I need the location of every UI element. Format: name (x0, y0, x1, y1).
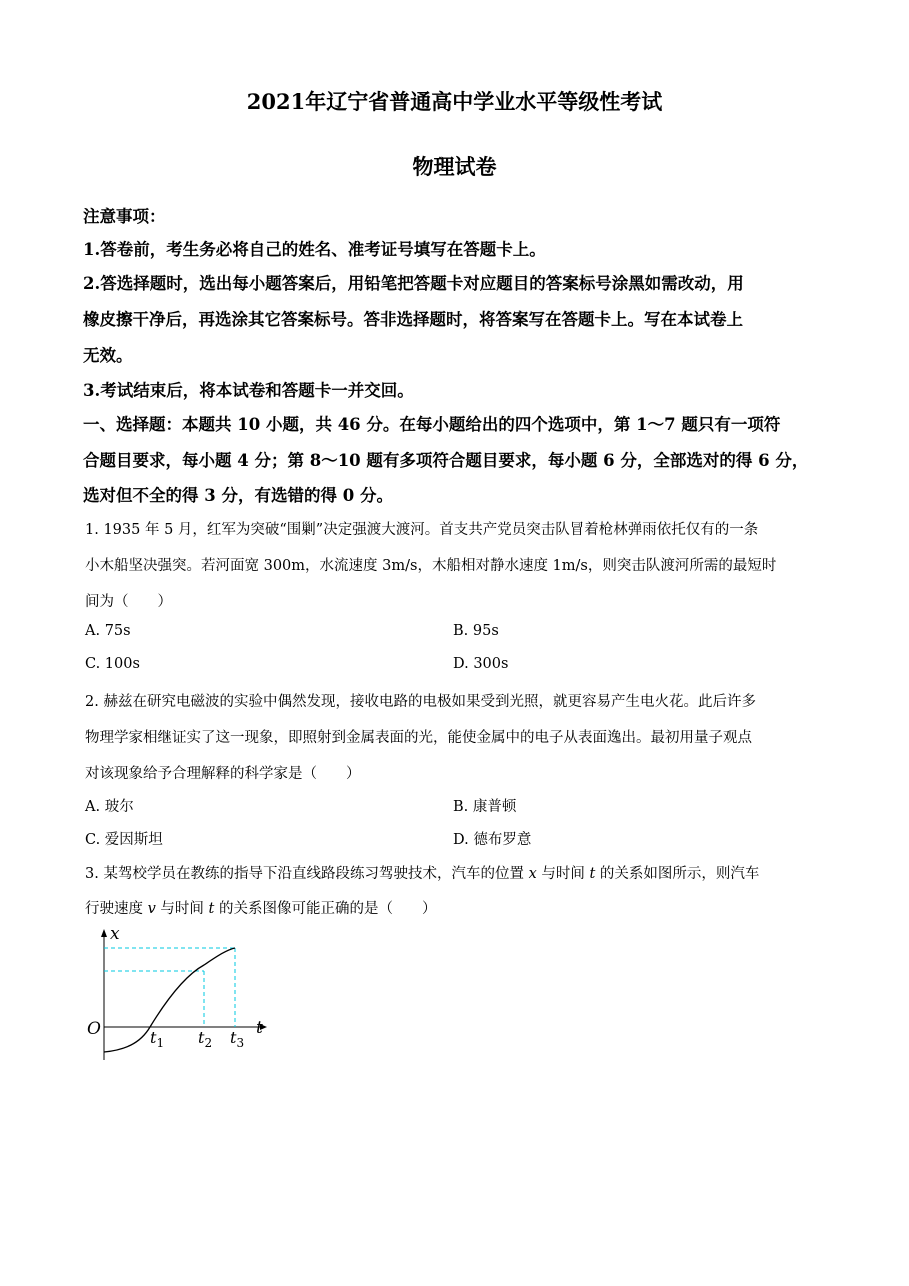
q3-line-1-text-a: 3. 某驾校学员在教练的指导下沿直线路段练习驾驶技术，汽车的位置 (85, 866, 529, 882)
graph-origin-label: O (87, 1019, 101, 1039)
q3-line-1 (85, 862, 759, 883)
q1-option-b: B. 95s (453, 623, 499, 639)
q1-line-1: 1. 1935 年 5 月，红军为突破“围剿”决定强渡大渡河。首支共产党员突击队冒着枪林弹雨依托仅有的一条 (85, 522, 759, 538)
q3-line-2 (85, 897, 436, 918)
graph-t1-main: t (150, 1028, 157, 1047)
q1-line-3: 间为（ ） (85, 594, 172, 610)
q3-symbol-v: v (147, 901, 156, 917)
q3-line-1-text-c: 的关系如图所示，则汽车 (595, 866, 760, 882)
q2-option-c: C. 爱因斯坦 (85, 832, 163, 848)
page-title: 2021年辽宁省普通高中学业水平等级性考试 (246, 89, 663, 114)
section-1-line-2: 合题目要求，每小题 4 分；第 8～10 题有多项符合题目要求，每小题 6 分，全部选对的得 6 分， (83, 451, 809, 470)
q2-line-3: 对该现象给予合理解释的科学家是（ ） (85, 766, 361, 782)
q3-symbol-x: x (528, 866, 537, 882)
q3-line-2-text-b: 与时间 (155, 901, 209, 917)
notice-item-2-line-1: 2.答选择题时，选出每小题答案后，用铅笔把答题卡对应题目的答案标号涂黑如需改动，用 (83, 274, 744, 293)
graph-t3-main: t (230, 1028, 237, 1047)
q1-line-2: 小木船坚决强突。若河面宽 300m，水流速度 3m/s，木船相对静水速度 1m/s，则突击队渡河所需的最短时 (85, 558, 777, 574)
graph-t2-sub: 2 (204, 1036, 213, 1050)
graph-t1-sub: 1 (156, 1036, 165, 1050)
graph-y-axis-arrow (101, 929, 107, 937)
notice-item-2-line-2: 橡皮擦干净后，再选涂其它答案标号。答非选择题时，将答案写在答题卡上。写在本试卷上 (83, 310, 743, 329)
q1-option-a: A. 75s (85, 623, 131, 639)
notice-item-2-line-3: 无效。 (83, 346, 133, 365)
q2-option-a: A. 玻尔 (85, 799, 134, 815)
q1-option-c: C. 100s (85, 656, 140, 672)
q3-line-2-text-c: 的关系图像可能正确的是（ ） (214, 901, 437, 917)
graph-x-axis-label: t (256, 1018, 263, 1038)
graph-t2-main: t (198, 1028, 205, 1047)
q2-line-2: 物理学家相继证实了这一现象，即照射到金属表面的光，能使金属中的电子从表面逸出。最初用量子观点 (85, 730, 752, 746)
section-1-line-1: 一、选择题：本题共 10 小题，共 46 分。在每小题给出的四个选项中，第 1～7 题只有一项符 (83, 415, 781, 434)
page-subtitle: 物理试卷 (412, 154, 497, 179)
graph-t1-label (150, 1028, 164, 1050)
q1-option-d: D. 300s (453, 656, 509, 672)
q3-symbol-t: t (589, 866, 596, 882)
graph-t2-label (198, 1028, 212, 1050)
q3-line-1-text-b: 与时间 (536, 866, 590, 882)
section-1-line-3: 选对但不全的得 3 分，有选错的得 0 分。 (83, 486, 393, 505)
graph-t3-label (230, 1028, 244, 1050)
notice-item-1: 1.答卷前，考生务必将自己的姓名、准考证号填写在答题卡上。 (83, 240, 546, 259)
q2-option-d: D. 德布罗意 (453, 832, 532, 848)
graph-t3-sub: 3 (236, 1036, 245, 1050)
q3-line-2-text-a: 行驶速度 (85, 901, 148, 917)
graph-curve (104, 948, 235, 1052)
q3-symbol-t-2: t (208, 901, 215, 917)
q2-option-b: B. 康普顿 (453, 799, 517, 815)
notice-item-3: 3.考试结束后，将本试卷和答题卡一并交回。 (83, 381, 414, 400)
q2-line-1: 2. 赫兹在研究电磁波的实验中偶然发现，接收电路的电极如果受到光照，就更容易产生电火花。此后许多 (85, 694, 756, 710)
notice-heading: 注意事项： (83, 207, 166, 226)
q3-position-time-graph (84, 920, 284, 1070)
graph-y-axis-label: x (110, 924, 120, 944)
